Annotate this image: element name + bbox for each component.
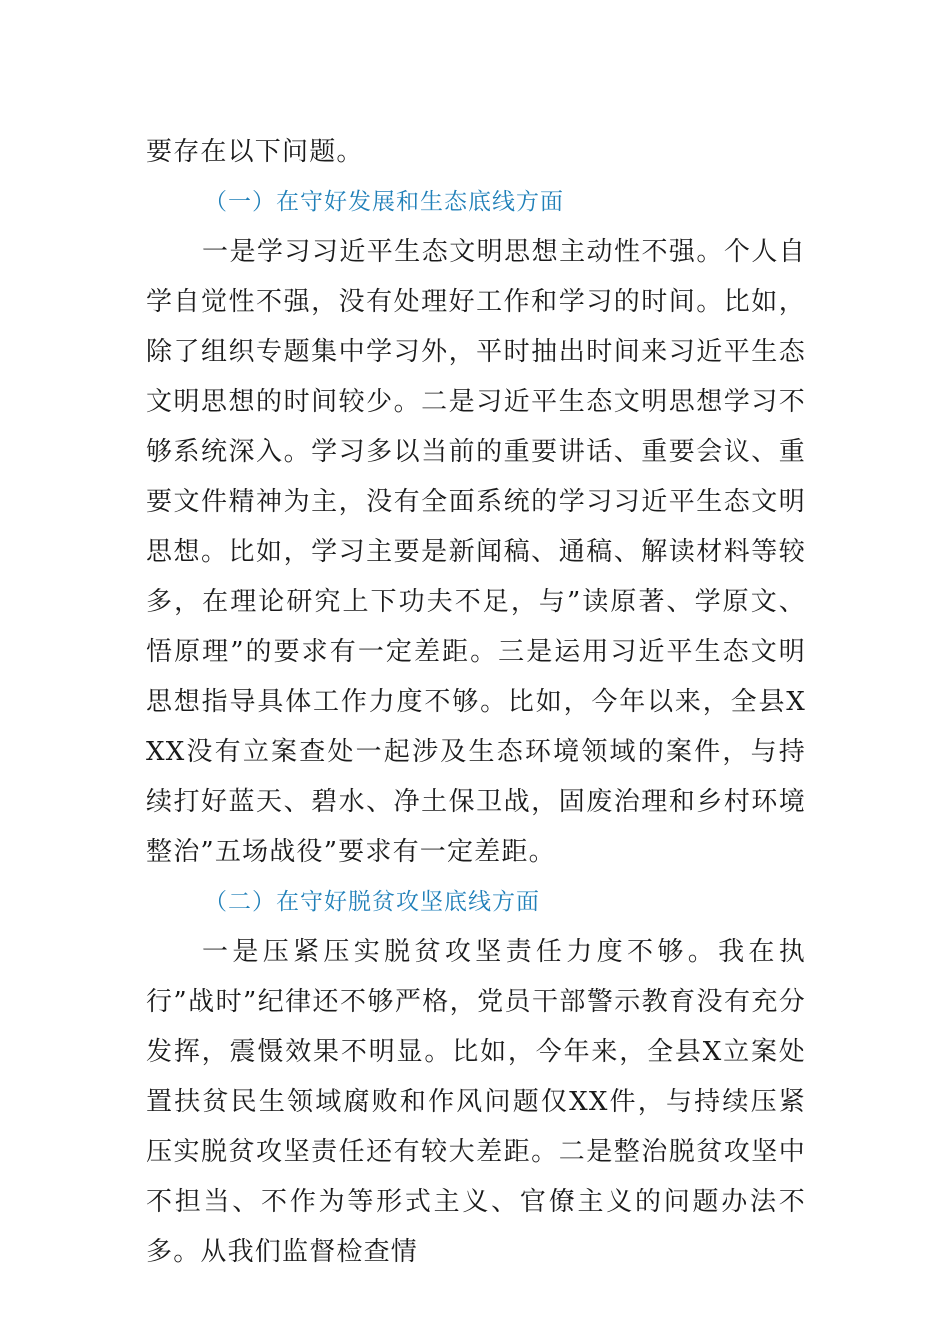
paragraph-intro-tail: 要存在以下问题。 [146,137,364,167]
paragraph-poverty: 一是压紧压实脱贫攻坚责任力度不够。我在执行”战时”纪律还不够严格，党员干部警示教育没有充分发挥，震慑效果不明显。比如，今年来，全县X立案处置扶贫民生领域腐败和作风问题仅XX件，与持续压紧压实脱贫攻坚责任还有较大差距。二是整治脱贫攻坚中不担当、不作为等形式主义、官僚主义的问题办法不多。从我们监督检查情 [146,937,806,1267]
document-content [146,127,806,1277]
paragraph-ecology: 一是学习习近平生态文明思想主动性不强。个人自学自觉性不强，没有处理好工作和学习的时间。比如，除了组织专题集中学习外，平时抽出时间来习近平生态文明思想的时间较少。二是习近平生态文明思想学习不够系统深入。学习多以当前的重要讲话、重要会议、重要文件精神为主，没有全面系统的学习习近平生态文明思想。比如，学习主要是新闻稿、通稿、解读材料等较多，在理论研究上下功夫不足，与”读原著、学原文、悟原理”的要求有一定差距。三是运用习近平生态文明思想指导具体工作力度不够。比如，今年以来，全县XXX没有立案查处一起涉及生态环境领域的案件，与持续打好蓝天、碧水、净土保卫战，固废治理和乡村环境整治”五场战役”要求有一定差距。 [146,237,806,867]
section-heading-2: （二）在守好脱贫攻坚底线方面 [204,889,540,915]
section-heading-1: （一）在守好发展和生态底线方面 [204,189,564,215]
